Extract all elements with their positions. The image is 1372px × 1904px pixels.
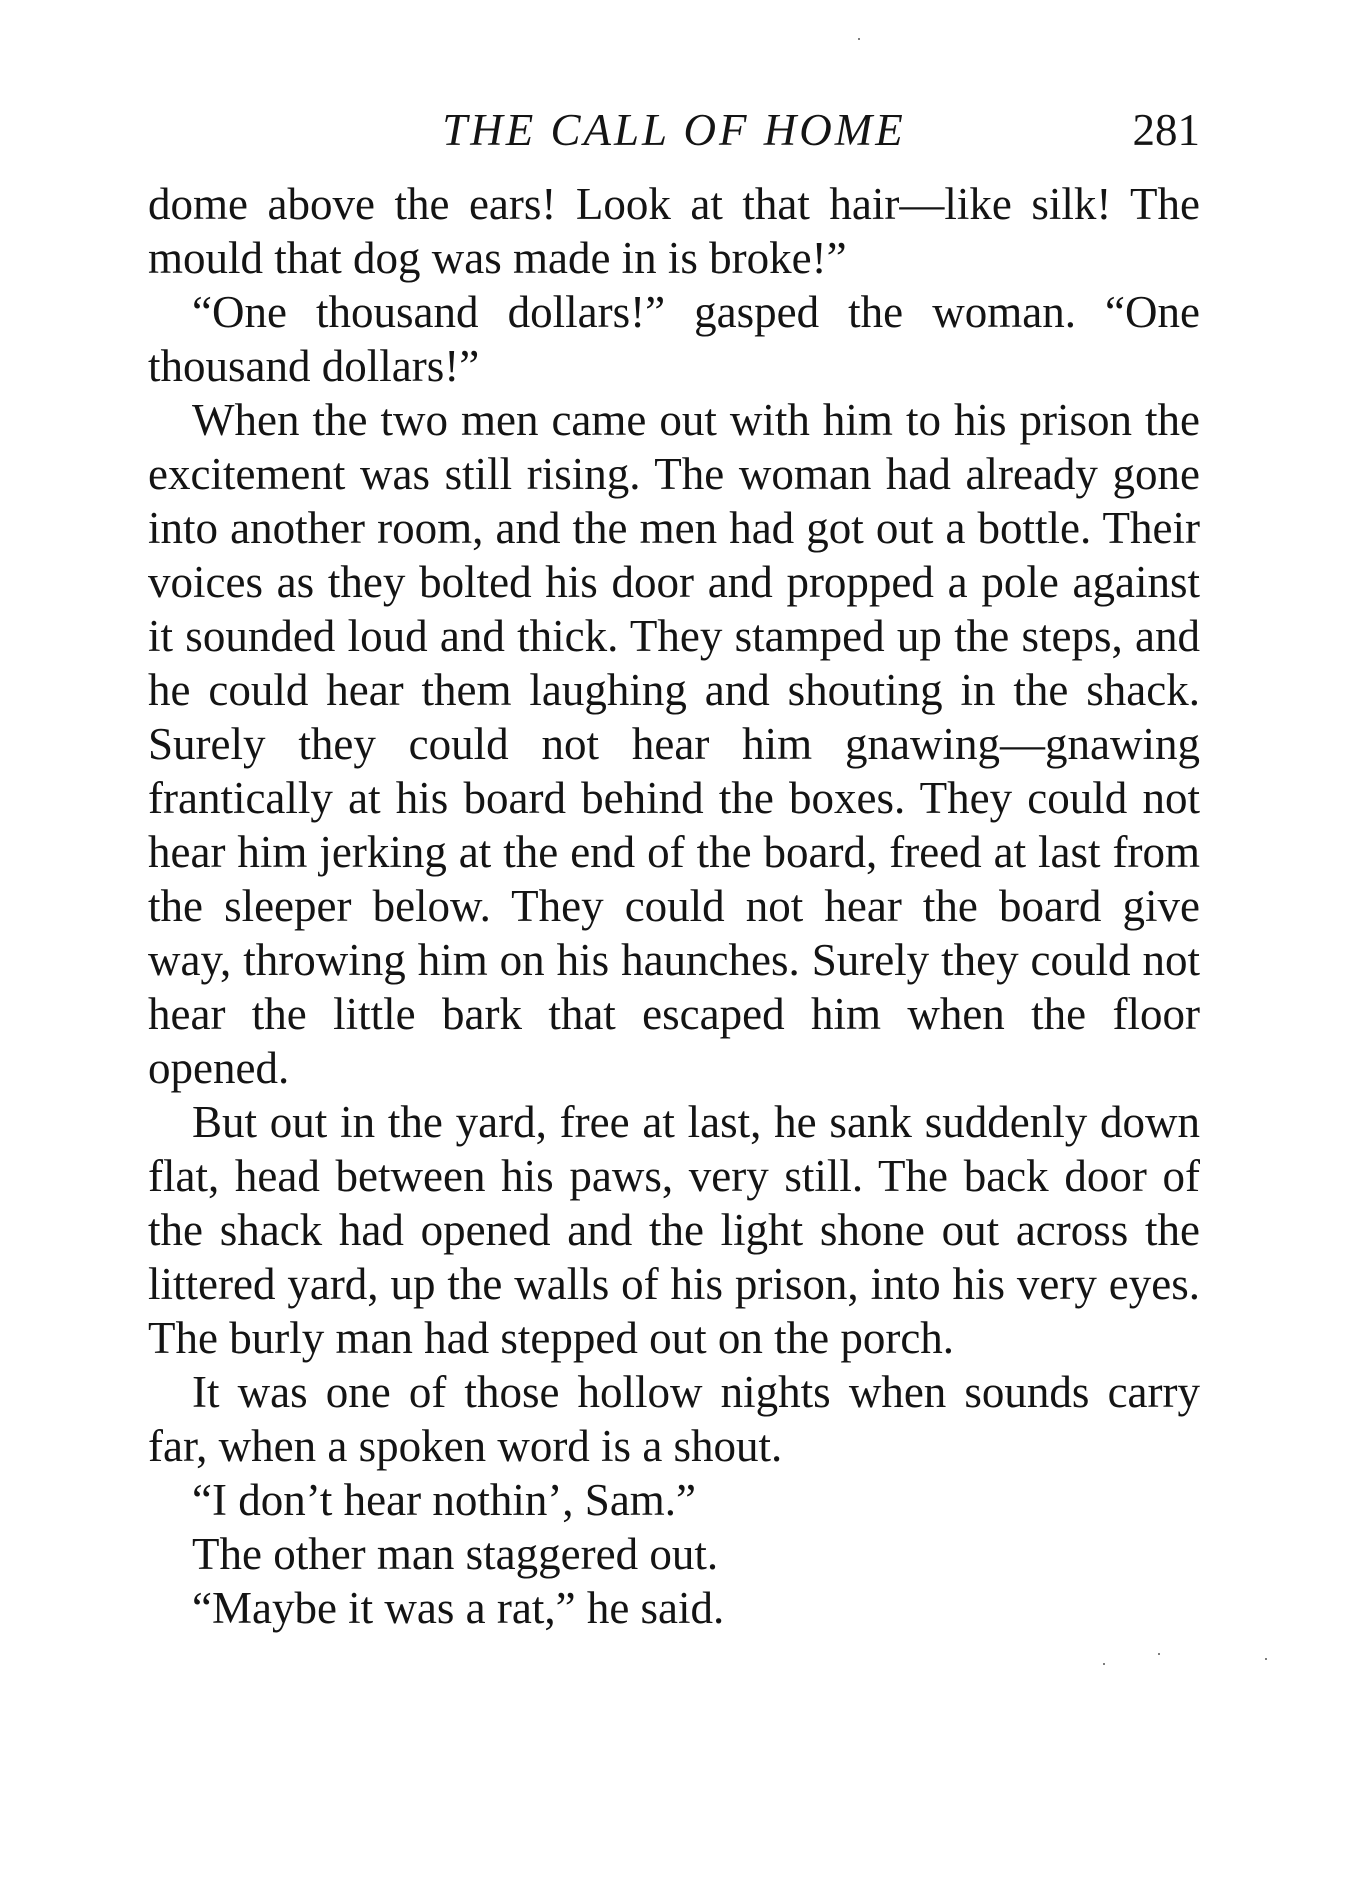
paragraph: But out in the yard, free at last, he sank suddenly down flat, head between his paws, very still. The back door of the shack had opened and the light shone out across the littered yard, up the walls of his prison, into his very eyes. The burly man had stepped out on the porch. (148, 1097, 1200, 1363)
paragraph-dialogue: “I don’t hear nothin’, Sam.” (192, 1475, 697, 1525)
print-speck (1103, 1663, 1105, 1665)
print-speck (1158, 1653, 1160, 1655)
running-head (148, 100, 1200, 160)
paragraph-dialogue: “Maybe it was a rat,” he said. (192, 1583, 725, 1633)
paragraph-dialogue: “One thousand dollars!” gasped the woman. “One thousand dollars!” (148, 287, 1200, 391)
running-title: THE CALL OF HOME (442, 105, 906, 155)
print-speck (858, 38, 860, 40)
page-number: 281 (1132, 105, 1200, 155)
print-speck (1265, 1658, 1267, 1660)
paragraph-continued: dome above the ears! Look at that hair—like silk! The mould that dog was made in is broke!” (148, 179, 1200, 283)
paragraph: When the two men came out with him to his prison the excitement was still rising. The woman had already gone into another room, and the men had got out a bottle. Their voices as they bolted his door and propped a pole against it sounded loud and thick. They stamped up the steps, and he could hear them laughing and shouting in the shack. Surely they could not hear him gnawing—gnawing frantically at his board behind the boxes. They could not hear him jerking at the end of the board, freed at last from the sleeper below. They could not hear the board give way, throwing him on his haunches. Surely they could not hear the little bark that escaped him when the floor opened. (148, 395, 1200, 1093)
paragraph: The other man staggered out. (192, 1529, 719, 1579)
paragraph: It was one of those hollow nights when sounds carry far, when a spoken word is a shout. (148, 1367, 1200, 1471)
body-text (148, 177, 1200, 1635)
